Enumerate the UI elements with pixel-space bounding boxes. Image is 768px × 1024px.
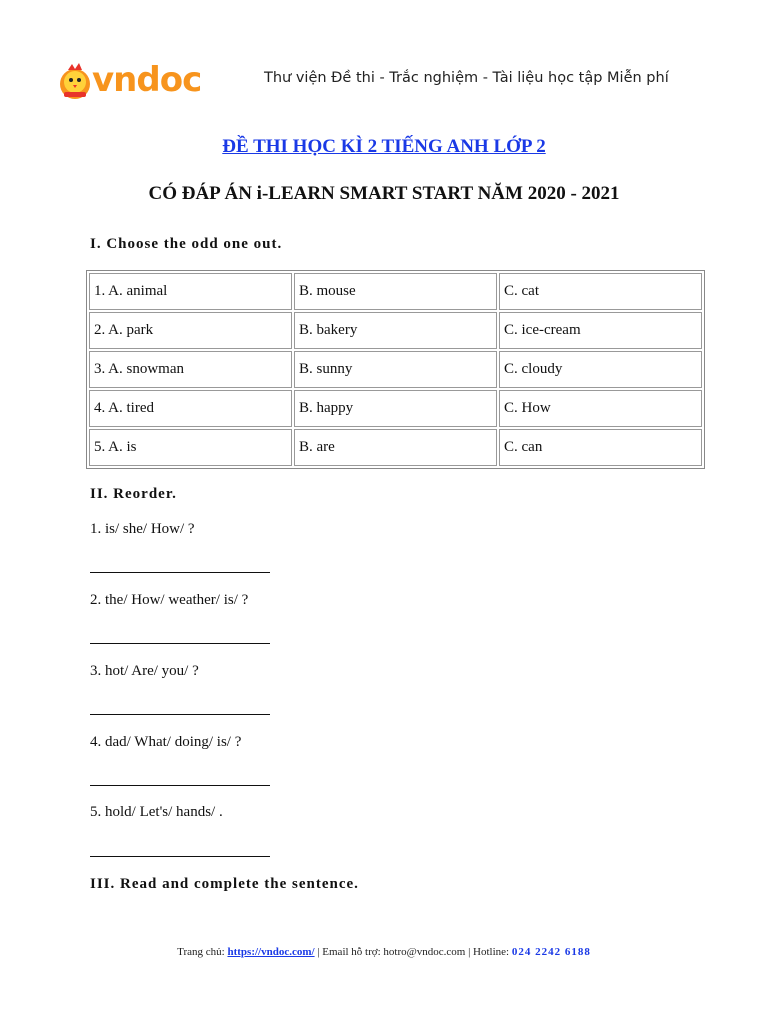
table-cell: C. cat — [499, 273, 702, 310]
table-cell: C. can — [499, 429, 702, 466]
reorder-question: 5. hold/ Let's/ hands/ . — [90, 804, 223, 820]
page-subtitle: CÓ ĐÁP ÁN i-LEARN SMART START NĂM 2020 - 2021 — [148, 183, 620, 204]
table-cell: B. bakery — [294, 312, 497, 349]
chick-mascot-icon — [56, 62, 94, 102]
reorder-question: 2. the/ How/ weather/ is/ ? — [90, 592, 249, 608]
odd-one-out-table — [86, 270, 705, 469]
table-cell: 4. A. tired — [89, 390, 292, 427]
page-header — [56, 60, 716, 104]
footer-hotline[interactable]: 024 2242 6188 — [511, 946, 591, 958]
table-cell: C. ice-cream — [499, 312, 702, 349]
table-cell: C. cloudy — [499, 351, 702, 388]
footer-home-label: Trang chủ: — [177, 946, 228, 958]
page-footer — [0, 946, 768, 958]
section-2-heading: II. Reorder. — [90, 486, 177, 502]
table-cell: 1. A. animal — [89, 273, 292, 310]
table-cell: B. happy — [294, 390, 497, 427]
reorder-question: 4. dad/ What/ doing/ is/ ? — [90, 734, 242, 750]
section-3-heading: III. Read and complete the sentence. — [90, 876, 359, 892]
answer-line — [90, 856, 270, 857]
footer-contact-text: | Email hỗ trợ: hotro@vndoc.com | Hotline: — [314, 946, 512, 958]
table-cell: 2. A. park — [89, 312, 292, 349]
answer-line — [90, 785, 270, 786]
reorder-question: 1. is/ she/ How/ ? — [90, 521, 195, 537]
page-title[interactable]: ĐỀ THI HỌC KÌ 2 TIẾNG ANH LỚP 2 — [222, 136, 546, 157]
table-row — [89, 390, 702, 427]
table-row — [89, 351, 702, 388]
reorder-question: 3. hot/ Are/ you/ ? — [90, 663, 199, 679]
table-row — [89, 312, 702, 349]
table-cell: C. How — [499, 390, 702, 427]
section-1-heading: I. Choose the odd one out. — [90, 236, 283, 252]
table-cell: 5. A. is — [89, 429, 292, 466]
answer-line — [90, 572, 270, 573]
table-cell: B. sunny — [294, 351, 497, 388]
site-tagline: Thư viện Đề thi - Trắc nghiệm - Tài liệu học tập Miễn phí — [264, 70, 669, 86]
footer-home-link[interactable]: https://vndoc.com/ — [227, 946, 315, 958]
logo-wordmark: vndoc — [92, 60, 202, 100]
vndoc-logo[interactable] — [56, 60, 226, 104]
table-cell: B. are — [294, 429, 497, 466]
table-cell: 3. A. snowman — [89, 351, 292, 388]
table-cell: B. mouse — [294, 273, 497, 310]
answer-line — [90, 643, 270, 644]
table-row — [89, 429, 702, 466]
table-row — [89, 273, 702, 310]
answer-line — [90, 714, 270, 715]
